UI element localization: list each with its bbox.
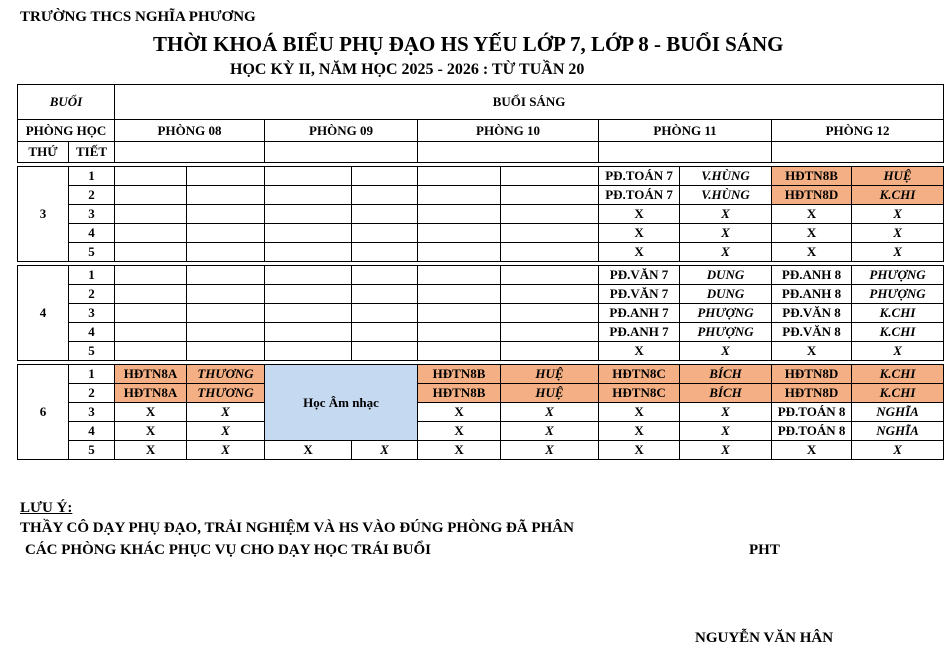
teacher-cell — [352, 266, 418, 285]
subject-cell: X — [599, 243, 680, 262]
subject-cell — [418, 205, 501, 224]
teacher-cell — [352, 342, 418, 361]
subject-cell — [418, 285, 501, 304]
teacher-cell: X — [680, 243, 772, 262]
subject-cell — [418, 186, 501, 205]
teacher-cell — [187, 323, 265, 342]
teacher-cell: X — [680, 342, 772, 361]
teacher-cell — [187, 342, 265, 361]
blank-cell — [599, 142, 772, 163]
teacher-cell — [501, 285, 599, 304]
teacher-cell — [187, 167, 265, 186]
subject-cell: PĐ.TOÁN 7 — [599, 186, 680, 205]
teacher-cell: X — [501, 441, 599, 460]
subject-cell: X — [115, 403, 187, 422]
signer-name: NGUYỄN VĂN HÂN — [695, 630, 834, 646]
teacher-cell — [501, 224, 599, 243]
subject-cell — [418, 266, 501, 285]
subject-cell — [418, 224, 501, 243]
subject-cell: PĐ.TOÁN 8 — [772, 422, 852, 441]
subject-cell: X — [772, 441, 852, 460]
teacher-cell — [187, 224, 265, 243]
school-name: TRƯỜNG THCS NGHĨA PHƯƠNG — [20, 9, 256, 25]
subject-cell: X — [599, 441, 680, 460]
room-header: PHÒNG 08 — [115, 120, 265, 142]
subject-cell — [418, 304, 501, 323]
subject-cell — [265, 224, 352, 243]
day-label: 6 — [18, 365, 69, 460]
subject-cell: HĐTN8A — [115, 384, 187, 403]
teacher-cell: DUNG — [680, 266, 772, 285]
period-number: 3 — [69, 304, 115, 323]
subject-cell — [115, 323, 187, 342]
blank-cell — [772, 142, 944, 163]
period-number: 5 — [69, 243, 115, 262]
teacher-cell — [352, 167, 418, 186]
signer-title: PHT — [749, 542, 780, 558]
subject-cell — [115, 342, 187, 361]
subject-cell: HĐTN8D — [772, 365, 852, 384]
subject-cell — [115, 224, 187, 243]
subject-cell — [265, 167, 352, 186]
teacher-cell — [352, 186, 418, 205]
teacher-cell — [501, 304, 599, 323]
subject-cell — [265, 323, 352, 342]
subject-cell: X — [265, 441, 352, 460]
period-number: 2 — [69, 384, 115, 403]
teacher-cell — [187, 304, 265, 323]
period-number: 4 — [69, 422, 115, 441]
teacher-cell — [187, 186, 265, 205]
subject-cell — [265, 285, 352, 304]
subject-cell: X — [772, 205, 852, 224]
subject-cell — [115, 243, 187, 262]
teacher-cell: K.CHI — [852, 365, 944, 384]
period-number: 3 — [69, 205, 115, 224]
subject-cell: X — [772, 342, 852, 361]
session-header: BUỔI SÁNG — [115, 85, 944, 120]
note-label: LƯU Ý: — [20, 500, 73, 516]
subject-cell: HĐTN8D — [772, 186, 852, 205]
subject-cell: X — [599, 403, 680, 422]
teacher-cell — [501, 342, 599, 361]
teacher-cell: K.CHI — [852, 186, 944, 205]
room-label: PHÒNG HỌC — [18, 120, 115, 142]
teacher-cell — [501, 167, 599, 186]
teacher-cell: X — [852, 224, 944, 243]
subject-cell: X — [599, 342, 680, 361]
subject-cell: PĐ.TOÁN 7 — [599, 167, 680, 186]
subject-cell — [115, 186, 187, 205]
period-number: 4 — [69, 323, 115, 342]
teacher-cell — [352, 205, 418, 224]
teacher-cell: X — [352, 441, 418, 460]
subject-cell: HĐTN8D — [772, 384, 852, 403]
teacher-cell: X — [501, 403, 599, 422]
teacher-cell: THƯƠNG — [187, 384, 265, 403]
period-number: 2 — [69, 186, 115, 205]
period-number: 5 — [69, 441, 115, 460]
period-number: 2 — [69, 285, 115, 304]
period-number: 3 — [69, 403, 115, 422]
teacher-cell: V.HÙNG — [680, 186, 772, 205]
teacher-cell: K.CHI — [852, 323, 944, 342]
teacher-cell — [501, 243, 599, 262]
teacher-cell: PHƯỢNG — [680, 323, 772, 342]
teacher-cell: X — [852, 205, 944, 224]
teacher-cell — [352, 243, 418, 262]
period-number: 1 — [69, 266, 115, 285]
subject-cell — [418, 167, 501, 186]
subject-cell — [418, 243, 501, 262]
teacher-cell: X — [852, 441, 944, 460]
subject-cell: X — [772, 243, 852, 262]
teacher-cell: X — [187, 403, 265, 422]
teacher-cell: DUNG — [680, 285, 772, 304]
room-header: PHÒNG 11 — [599, 120, 772, 142]
room-header: PHÒNG 10 — [418, 120, 599, 142]
teacher-cell: HUỆ — [501, 384, 599, 403]
teacher-cell — [187, 266, 265, 285]
blank-cell — [115, 142, 265, 163]
subject-cell: X — [115, 422, 187, 441]
teacher-cell — [187, 205, 265, 224]
teacher-cell: HUỆ — [501, 365, 599, 384]
teacher-cell: NGHĨA — [852, 422, 944, 441]
teacher-cell: X — [680, 422, 772, 441]
period-number: 5 — [69, 342, 115, 361]
teacher-cell — [501, 266, 599, 285]
subject-cell: X — [418, 422, 501, 441]
teacher-cell: K.CHI — [852, 384, 944, 403]
teacher-cell — [352, 323, 418, 342]
teacher-cell: X — [187, 422, 265, 441]
day-label: 4 — [18, 266, 69, 361]
teacher-cell — [352, 224, 418, 243]
period-number: 1 — [69, 365, 115, 384]
subject-cell: PĐ.ANH 8 — [772, 285, 852, 304]
subject-cell — [265, 186, 352, 205]
thu-label: THỨ — [18, 142, 69, 163]
teacher-cell: X — [852, 342, 944, 361]
tiet-label: TIẾT — [69, 142, 115, 163]
teacher-cell — [187, 285, 265, 304]
teacher-cell: X — [680, 441, 772, 460]
subject-cell: HĐTN8B — [418, 365, 501, 384]
teacher-cell: X — [852, 243, 944, 262]
teacher-cell — [501, 323, 599, 342]
subject-cell: PĐ.VĂN 8 — [772, 304, 852, 323]
teacher-cell: HUỆ — [852, 167, 944, 186]
subject-cell: PĐ.ANH 7 — [599, 323, 680, 342]
teacher-cell — [352, 304, 418, 323]
subject-cell: PĐ.ANH 7 — [599, 304, 680, 323]
room-header: PHÒNG 09 — [265, 120, 418, 142]
teacher-cell: PHƯỢNG — [852, 285, 944, 304]
timetable — [17, 84, 944, 460]
subject-cell: HĐTN8A — [115, 365, 187, 384]
buoi-header: BUỔI — [18, 85, 115, 120]
subject-cell: X — [115, 441, 187, 460]
teacher-cell: BÍCH — [680, 384, 772, 403]
subject-cell — [115, 304, 187, 323]
subject-cell: X — [599, 224, 680, 243]
subject-cell — [418, 323, 501, 342]
teacher-cell: X — [680, 224, 772, 243]
subject-cell — [265, 304, 352, 323]
subject-cell — [115, 266, 187, 285]
note-line-1: THẦY CÔ DẠY PHỤ ĐẠO, TRẢI NGHIỆM VÀ HS VÀO ĐÚNG PHÒNG ĐÃ PHÂN — [20, 520, 574, 536]
subject-cell — [265, 342, 352, 361]
teacher-cell — [352, 285, 418, 304]
period-number: 4 — [69, 224, 115, 243]
subject-cell: HĐTN8B — [772, 167, 852, 186]
subject-cell — [115, 285, 187, 304]
teacher-cell: X — [187, 441, 265, 460]
day-label: 3 — [18, 167, 69, 262]
teacher-cell: X — [501, 422, 599, 441]
subject-cell — [115, 167, 187, 186]
subject-cell: PĐ.VĂN 8 — [772, 323, 852, 342]
music-block: Học Âm nhạc — [265, 365, 418, 441]
teacher-cell: V.HÙNG — [680, 167, 772, 186]
subject-cell: X — [418, 441, 501, 460]
subject-cell: X — [772, 224, 852, 243]
teacher-cell: THƯƠNG — [187, 365, 265, 384]
subject-cell: PĐ.VĂN 7 — [599, 285, 680, 304]
page-subtitle: HỌC KỲ II, NĂM HỌC 2025 - 2026 : TỪ TUẦN 20 — [230, 61, 585, 78]
blank-cell — [265, 142, 418, 163]
subject-cell — [418, 342, 501, 361]
blank-cell — [418, 142, 599, 163]
teacher-cell: X — [680, 403, 772, 422]
note-line-2: CÁC PHÒNG KHÁC PHỤC VỤ CHO DẠY HỌC TRÁI BUỔI — [25, 542, 431, 558]
teacher-cell — [501, 205, 599, 224]
subject-cell — [265, 243, 352, 262]
subject-cell — [115, 205, 187, 224]
subject-cell: X — [599, 205, 680, 224]
teacher-cell: K.CHI — [852, 304, 944, 323]
subject-cell: HĐTN8B — [418, 384, 501, 403]
teacher-cell: PHƯỢNG — [852, 266, 944, 285]
subject-cell: HĐTN8C — [599, 365, 680, 384]
page-title: THỜI KHOÁ BIỂU PHỤ ĐẠO HS YẾU LỚP 7, LỚP 8 - BUỔI SÁNG — [153, 32, 784, 56]
subject-cell — [265, 205, 352, 224]
teacher-cell: NGHĨA — [852, 403, 944, 422]
subject-cell: PĐ.VĂN 7 — [599, 266, 680, 285]
teacher-cell: PHƯỢNG — [680, 304, 772, 323]
subject-cell: X — [599, 422, 680, 441]
subject-cell: HĐTN8C — [599, 384, 680, 403]
period-number: 1 — [69, 167, 115, 186]
teacher-cell: X — [680, 205, 772, 224]
teacher-cell — [501, 186, 599, 205]
subject-cell — [265, 266, 352, 285]
teacher-cell: BÍCH — [680, 365, 772, 384]
subject-cell: PĐ.TOÁN 8 — [772, 403, 852, 422]
room-header: PHÒNG 12 — [772, 120, 944, 142]
subject-cell: X — [418, 403, 501, 422]
subject-cell: PĐ.ANH 8 — [772, 266, 852, 285]
teacher-cell — [187, 243, 265, 262]
